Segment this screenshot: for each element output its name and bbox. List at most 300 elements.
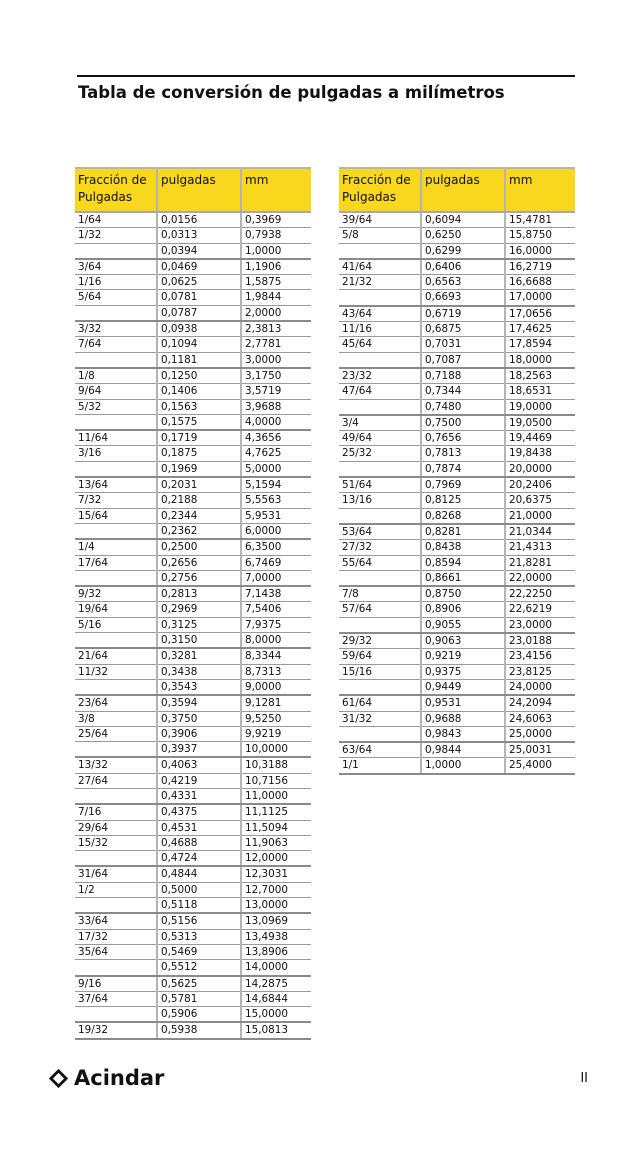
cell-mm: 15,0000 [241, 1007, 311, 1023]
table-row [75, 275, 311, 290]
cell-mm: 18,2563 [505, 368, 575, 384]
table-row [339, 679, 575, 695]
cell-fraction [339, 290, 421, 306]
page-title: Tabla de conversión de pulgadas a milímetros [78, 83, 505, 102]
cell-mm: 12,7000 [241, 882, 311, 897]
cell-fraction [339, 617, 421, 633]
cell-mm: 13,0000 [241, 898, 311, 914]
cell-inches: 0,9531 [421, 695, 505, 711]
table-header-row [75, 168, 311, 212]
cell-mm: 15,8750 [505, 228, 575, 243]
cell-inches: 0,8594 [421, 555, 505, 570]
cell-inches: 0,6693 [421, 290, 505, 306]
cell-mm: 20,2406 [505, 477, 575, 493]
cell-fraction: 61/64 [339, 695, 421, 711]
table-row [339, 477, 575, 493]
table-row [75, 570, 311, 586]
cell-mm: 19,4469 [505, 431, 575, 446]
table-row [75, 290, 311, 305]
table-row [339, 586, 575, 602]
cell-inches: 0,2031 [157, 477, 241, 493]
table-row [75, 804, 311, 820]
cell-mm: 10,7156 [241, 773, 311, 788]
cell-fraction [339, 399, 421, 415]
cell-mm: 7,9375 [241, 617, 311, 632]
cell-fraction: 25/32 [339, 446, 421, 461]
cell-mm: 6,3500 [241, 539, 311, 555]
cell-inches: 0,4724 [157, 851, 241, 867]
cell-mm: 8,3344 [241, 648, 311, 664]
table-row [339, 508, 575, 524]
cell-mm: 4,3656 [241, 430, 311, 446]
conversion-table-right [339, 167, 575, 775]
diamond-outline-icon [49, 1069, 68, 1088]
cell-inches: 0,4688 [157, 835, 241, 850]
cell-fraction [75, 570, 157, 586]
table-row [75, 446, 311, 461]
cell-inches: 0,7656 [421, 431, 505, 446]
table-row [75, 477, 311, 493]
cell-inches: 0,7969 [421, 477, 505, 493]
cell-inches: 0,5156 [157, 913, 241, 929]
cell-inches: 0,6563 [421, 275, 505, 290]
cell-fraction: 5/32 [75, 399, 157, 414]
cell-inches: 0,8125 [421, 493, 505, 508]
header-inches: pulgadas [157, 168, 241, 212]
acindar-logo [49, 1066, 164, 1090]
table-row [75, 929, 311, 944]
cell-fraction: 3/16 [75, 446, 157, 461]
cell-mm: 11,9063 [241, 835, 311, 850]
cell-inches: 0,5906 [157, 1007, 241, 1023]
cell-fraction: 63/64 [339, 742, 421, 758]
table-row [339, 742, 575, 758]
cell-inches: 0,8661 [421, 570, 505, 586]
cell-fraction: 1/8 [75, 368, 157, 384]
cell-inches: 0,5781 [157, 991, 241, 1006]
cell-fraction: 35/64 [75, 944, 157, 959]
table-row [75, 243, 311, 259]
cell-fraction [75, 960, 157, 976]
cell-inches: 0,6094 [421, 212, 505, 228]
cell-mm: 8,0000 [241, 633, 311, 649]
cell-fraction [339, 461, 421, 477]
cell-fraction [75, 788, 157, 804]
cell-fraction: 5/16 [75, 617, 157, 632]
cell-inches: 0,4219 [157, 773, 241, 788]
cell-inches: 0,2344 [157, 508, 241, 523]
cell-inches: 0,0394 [157, 243, 241, 259]
table-row [75, 321, 311, 337]
cell-mm: 2,3813 [241, 321, 311, 337]
cell-inches: 0,6406 [421, 259, 505, 275]
page-number: II [580, 1071, 588, 1086]
cell-inches: 0,0938 [157, 321, 241, 337]
cell-mm: 21,0000 [505, 508, 575, 524]
cell-inches: 0,6250 [421, 228, 505, 243]
cell-inches: 0,5313 [157, 929, 241, 944]
cell-mm: 19,0500 [505, 415, 575, 431]
table-row [339, 368, 575, 384]
cell-inches: 0,1181 [157, 352, 241, 368]
cell-fraction: 23/32 [339, 368, 421, 384]
cell-inches: 0,7344 [421, 384, 505, 399]
cell-inches: 0,8750 [421, 586, 505, 602]
cell-fraction [75, 352, 157, 368]
cell-fraction: 39/64 [339, 212, 421, 228]
cell-mm: 22,2250 [505, 586, 575, 602]
cell-mm: 6,0000 [241, 523, 311, 539]
cell-mm: 25,0031 [505, 742, 575, 758]
cell-mm: 10,0000 [241, 742, 311, 758]
table-row [75, 835, 311, 850]
cell-fraction: 15/32 [75, 835, 157, 850]
cell-fraction: 53/64 [339, 524, 421, 540]
table-row [75, 493, 311, 508]
cell-inches: 0,4331 [157, 788, 241, 804]
cell-inches: 0,2500 [157, 539, 241, 555]
cell-inches: 0,6875 [421, 322, 505, 337]
header-inches: pulgadas [421, 168, 505, 212]
cell-fraction: 3/4 [339, 415, 421, 431]
table-row [339, 540, 575, 555]
cell-inches: 0,6719 [421, 306, 505, 322]
cell-inches: 0,5000 [157, 882, 241, 897]
cell-fraction: 29/32 [339, 633, 421, 649]
cell-inches: 0,4063 [157, 757, 241, 773]
cell-fraction: 37/64 [75, 991, 157, 1006]
cell-mm: 0,3969 [241, 212, 311, 228]
cell-inches: 0,8268 [421, 508, 505, 524]
cell-mm: 24,0000 [505, 679, 575, 695]
cell-fraction: 57/64 [339, 602, 421, 617]
logo-text: Acindar [74, 1066, 165, 1090]
cell-mm: 15,0813 [241, 1022, 311, 1038]
table-row [75, 384, 311, 399]
cell-fraction: 11/32 [75, 664, 157, 679]
cell-inches: 0,1094 [157, 337, 241, 352]
cell-mm: 15,4781 [505, 212, 575, 228]
cell-fraction: 1/1 [339, 758, 421, 774]
table-row [75, 212, 311, 228]
table-row [339, 352, 575, 368]
cell-fraction: 17/64 [75, 555, 157, 570]
cell-fraction [339, 508, 421, 524]
cell-fraction: 15/16 [339, 664, 421, 679]
cell-inches: 0,8438 [421, 540, 505, 555]
cell-inches: 0,7087 [421, 352, 505, 368]
cell-fraction [75, 243, 157, 259]
cell-inches: 0,9219 [421, 649, 505, 664]
cell-inches: 0,9843 [421, 726, 505, 742]
cell-inches: 0,0313 [157, 228, 241, 243]
cell-inches: 0,3750 [157, 711, 241, 726]
table-row [75, 399, 311, 414]
cell-fraction: 3/8 [75, 711, 157, 726]
cell-fraction: 3/32 [75, 321, 157, 337]
cell-fraction [75, 898, 157, 914]
cell-fraction: 7/16 [75, 804, 157, 820]
cell-mm: 16,2719 [505, 259, 575, 275]
table-row [75, 788, 311, 804]
cell-mm: 17,4625 [505, 322, 575, 337]
cell-inches: 0,1250 [157, 368, 241, 384]
cell-fraction [339, 726, 421, 742]
table-row [339, 243, 575, 259]
table-row [75, 1022, 311, 1038]
cell-inches: 0,4844 [157, 866, 241, 882]
cell-mm: 24,6063 [505, 711, 575, 726]
table-row [75, 757, 311, 773]
cell-fraction: 27/32 [339, 540, 421, 555]
cell-fraction: 11/16 [339, 322, 421, 337]
cell-fraction: 9/16 [75, 976, 157, 992]
cell-fraction: 41/64 [339, 259, 421, 275]
cell-inches: 0,1563 [157, 399, 241, 414]
cell-fraction: 19/64 [75, 602, 157, 617]
cell-mm: 19,0000 [505, 399, 575, 415]
cell-inches: 0,3125 [157, 617, 241, 632]
table-row [75, 352, 311, 368]
cell-mm: 23,0000 [505, 617, 575, 633]
cell-fraction: 15/64 [75, 508, 157, 523]
cell-fraction [75, 851, 157, 867]
conversion-table-left [75, 167, 311, 1040]
cell-inches: 0,3438 [157, 664, 241, 679]
table-row [75, 991, 311, 1006]
cell-mm: 9,5250 [241, 711, 311, 726]
cell-inches: 0,7031 [421, 337, 505, 352]
cell-mm: 20,6375 [505, 493, 575, 508]
cell-fraction: 23/64 [75, 695, 157, 711]
cell-inches: 0,9449 [421, 679, 505, 695]
table-row [339, 711, 575, 726]
table-row [75, 742, 311, 758]
cell-mm: 1,5875 [241, 275, 311, 290]
cell-mm: 7,1438 [241, 586, 311, 602]
table-row [339, 695, 575, 711]
table-row [339, 431, 575, 446]
cell-mm: 7,0000 [241, 570, 311, 586]
cell-mm: 14,6844 [241, 991, 311, 1006]
cell-inches: 0,0787 [157, 305, 241, 321]
cell-fraction: 9/32 [75, 586, 157, 602]
table-row [339, 602, 575, 617]
cell-fraction: 7/32 [75, 493, 157, 508]
cell-fraction: 45/64 [339, 337, 421, 352]
cell-mm: 3,1750 [241, 368, 311, 384]
cell-inches: 0,7874 [421, 461, 505, 477]
cell-mm: 11,0000 [241, 788, 311, 804]
cell-fraction: 21/64 [75, 648, 157, 664]
cell-fraction [75, 742, 157, 758]
cell-fraction: 13/64 [75, 477, 157, 493]
table-row [75, 430, 311, 446]
table-row [75, 944, 311, 959]
cell-inches: 0,6299 [421, 243, 505, 259]
table-row [75, 414, 311, 430]
table-row [75, 602, 311, 617]
cell-mm: 5,0000 [241, 461, 311, 477]
table-row [339, 415, 575, 431]
header-fraction: Fracción de Pulgadas [75, 168, 157, 212]
table-row [75, 960, 311, 976]
table-row [75, 461, 311, 477]
cell-inches: 0,2756 [157, 570, 241, 586]
cell-fraction: 11/64 [75, 430, 157, 446]
cell-inches: 0,3594 [157, 695, 241, 711]
cell-inches: 0,7480 [421, 399, 505, 415]
table-row [339, 384, 575, 399]
table-row [75, 851, 311, 867]
cell-mm: 0,7938 [241, 228, 311, 243]
cell-fraction [75, 1007, 157, 1023]
cell-mm: 22,0000 [505, 570, 575, 586]
cell-mm: 21,0344 [505, 524, 575, 540]
cell-inches: 0,4375 [157, 804, 241, 820]
table-row [75, 976, 311, 992]
cell-fraction: 13/32 [75, 757, 157, 773]
cell-fraction [339, 243, 421, 259]
cell-fraction: 51/64 [339, 477, 421, 493]
cell-fraction: 7/8 [339, 586, 421, 602]
table-row [75, 664, 311, 679]
cell-mm: 5,9531 [241, 508, 311, 523]
cell-inches: 0,3937 [157, 742, 241, 758]
table-row [75, 866, 311, 882]
cell-mm: 11,5094 [241, 820, 311, 835]
cell-inches: 0,1406 [157, 384, 241, 399]
cell-inches: 0,5469 [157, 944, 241, 959]
cell-mm: 4,0000 [241, 414, 311, 430]
cell-fraction: 17/32 [75, 929, 157, 944]
cell-inches: 0,1719 [157, 430, 241, 446]
cell-inches: 0,1575 [157, 414, 241, 430]
cell-fraction [75, 305, 157, 321]
table-row [75, 820, 311, 835]
cell-fraction [75, 679, 157, 695]
cell-mm: 13,0969 [241, 913, 311, 929]
cell-inches: 0,0781 [157, 290, 241, 305]
cell-inches: 0,2813 [157, 586, 241, 602]
cell-fraction: 5/64 [75, 290, 157, 305]
cell-fraction [339, 570, 421, 586]
cell-fraction: 47/64 [339, 384, 421, 399]
cell-mm: 2,7781 [241, 337, 311, 352]
cell-fraction: 21/32 [339, 275, 421, 290]
cell-inches: 0,2362 [157, 523, 241, 539]
table-row [75, 508, 311, 523]
cell-inches: 0,9688 [421, 711, 505, 726]
table-row [75, 337, 311, 352]
table-row [75, 633, 311, 649]
cell-mm: 9,9219 [241, 726, 311, 741]
cell-mm: 1,1906 [241, 259, 311, 275]
table-row [75, 368, 311, 384]
cell-mm: 8,7313 [241, 664, 311, 679]
cell-mm: 18,0000 [505, 352, 575, 368]
table-row [339, 306, 575, 322]
cell-mm: 24,2094 [505, 695, 575, 711]
table-row [75, 555, 311, 570]
cell-inches: 0,7500 [421, 415, 505, 431]
cell-fraction [75, 633, 157, 649]
cell-fraction: 9/64 [75, 384, 157, 399]
table-row [75, 539, 311, 555]
cell-mm: 18,6531 [505, 384, 575, 399]
cell-mm: 25,4000 [505, 758, 575, 774]
table-row [339, 399, 575, 415]
cell-inches: 0,8906 [421, 602, 505, 617]
cell-fraction: 27/64 [75, 773, 157, 788]
cell-mm: 17,0656 [505, 306, 575, 322]
table-row [75, 305, 311, 321]
cell-mm: 12,3031 [241, 866, 311, 882]
cell-mm: 11,1125 [241, 804, 311, 820]
cell-mm: 4,7625 [241, 446, 311, 461]
table-row [75, 679, 311, 695]
cell-fraction: 19/32 [75, 1022, 157, 1038]
cell-fraction: 33/64 [75, 913, 157, 929]
cell-inches: 0,9844 [421, 742, 505, 758]
table-row [75, 259, 311, 275]
table-row [75, 228, 311, 243]
cell-inches: 0,2188 [157, 493, 241, 508]
table-body-right [339, 212, 575, 774]
header-mm: mm [241, 168, 311, 212]
table-row [75, 882, 311, 897]
cell-mm: 6,7469 [241, 555, 311, 570]
table-row [75, 1007, 311, 1023]
cell-mm: 12,0000 [241, 851, 311, 867]
cell-inches: 0,3906 [157, 726, 241, 741]
cell-mm: 14,0000 [241, 960, 311, 976]
cell-mm: 25,0000 [505, 726, 575, 742]
cell-inches: 0,7813 [421, 446, 505, 461]
table-row [75, 726, 311, 741]
cell-inches: 0,2969 [157, 602, 241, 617]
cell-inches: 1,0000 [421, 758, 505, 774]
cell-mm: 23,0188 [505, 633, 575, 649]
table-row [339, 275, 575, 290]
table-row [339, 649, 575, 664]
table-row [339, 758, 575, 774]
cell-mm: 1,0000 [241, 243, 311, 259]
table-row [75, 913, 311, 929]
cell-mm: 10,3188 [241, 757, 311, 773]
cell-fraction [75, 414, 157, 430]
cell-inches: 0,5938 [157, 1022, 241, 1038]
cell-fraction: 13/16 [339, 493, 421, 508]
cell-mm: 20,0000 [505, 461, 575, 477]
table-row [75, 523, 311, 539]
cell-fraction: 1/64 [75, 212, 157, 228]
cell-inches: 0,9063 [421, 633, 505, 649]
cell-mm: 16,6688 [505, 275, 575, 290]
table-row [75, 617, 311, 632]
table-row [339, 461, 575, 477]
cell-mm: 21,4313 [505, 540, 575, 555]
table-row [339, 322, 575, 337]
cell-fraction: 59/64 [339, 649, 421, 664]
cell-fraction: 31/32 [339, 711, 421, 726]
cell-mm: 2,0000 [241, 305, 311, 321]
cell-mm: 23,4156 [505, 649, 575, 664]
cell-mm: 3,0000 [241, 352, 311, 368]
table-row [339, 290, 575, 306]
cell-mm: 22,6219 [505, 602, 575, 617]
cell-mm: 19,8438 [505, 446, 575, 461]
